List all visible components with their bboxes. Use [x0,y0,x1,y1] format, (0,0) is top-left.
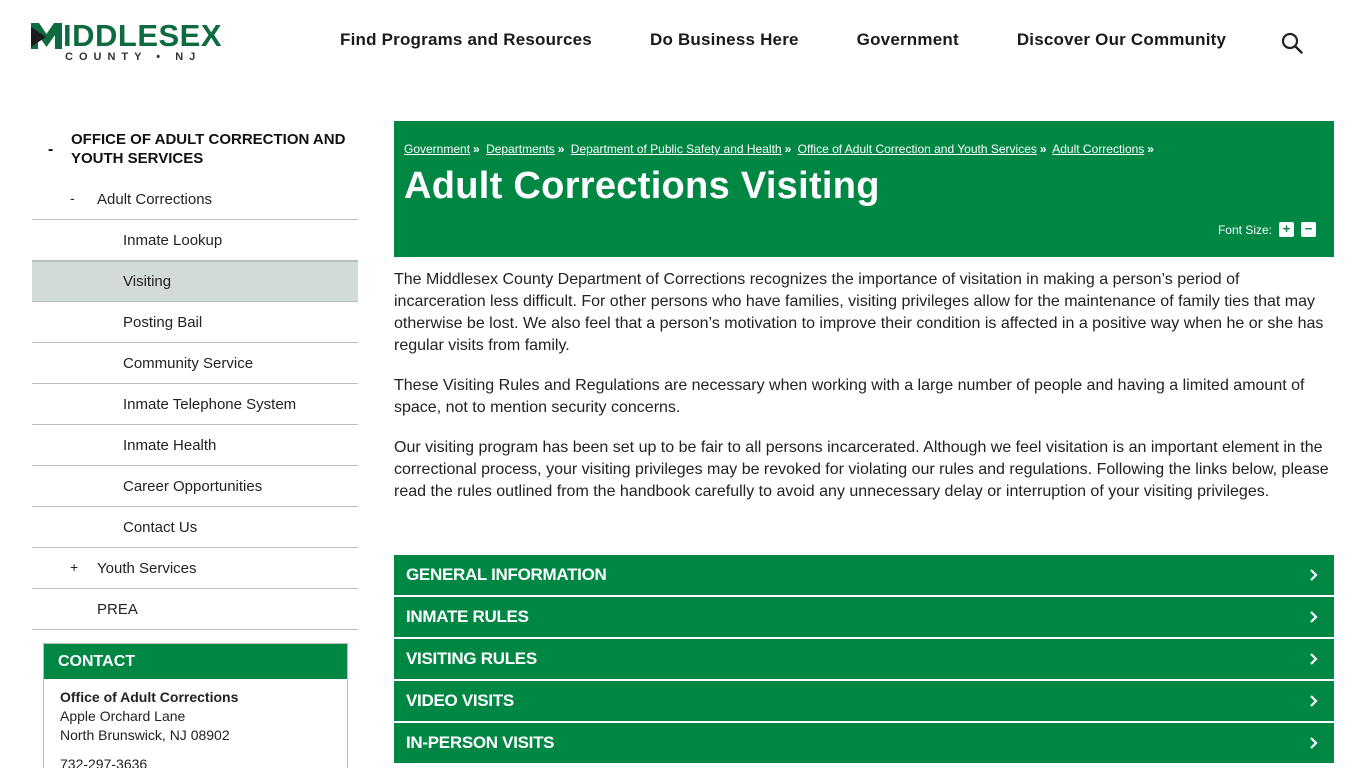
main-nav [340,30,1284,50]
nav-discover-community[interactable]: Discover Our Community [1016,30,1227,49]
logo-wordmark: IDDLESEX [63,18,223,53]
logo-subtitle: COUNTY • NJ [65,51,202,63]
breadcrumb-separator: » [784,142,792,156]
contact-street: Apple Orchard Lane [60,708,186,724]
page-title: Adult Corrections Visiting [404,165,880,207]
nav-government[interactable]: Government [856,30,959,49]
sidebar-item-adult-corrections[interactable] [32,179,358,220]
sidebar-item-contact-us[interactable] [32,507,358,548]
page-banner [394,121,1334,257]
sidebar-item-label: PREA [97,600,138,618]
accordion-general-information[interactable] [394,555,1334,595]
sidebar-item-inmate-lookup[interactable] [32,220,358,261]
expand-toggle-icon[interactable]: + [70,559,79,575]
sidebar-nav [32,121,358,630]
contact-phone[interactable]: 732-297-3636 [60,756,148,768]
sidebar-item-youth-services[interactable] [32,548,358,589]
rules-paragraph: These Visiting Rules and Regulations are necessary when working with a large number of people and having a limited amount of space, not to mention security concerns. [394,377,1305,416]
accordion-label: IN-PERSON VISITS [406,733,555,752]
contact-box [43,643,348,768]
chevron-right-icon [1309,611,1318,623]
sidebar-item-career-opportunities[interactable] [32,466,358,507]
collapse-toggle-icon[interactable]: - [48,141,54,158]
sidebar-item-label: Contact Us [123,518,198,536]
breadcrumb-separator: » [1039,142,1047,156]
sidebar-item-inmate-health[interactable] [32,425,358,466]
site-logo[interactable] [31,20,236,66]
sidebar-item-label: Youth Services [97,559,197,577]
sidebar-item-label: Career Opportunities [123,477,263,495]
font-size-label: Font Size: [1217,222,1272,237]
contact-office: Office of Adult Corrections [60,689,239,705]
breadcrumb [404,142,1157,156]
visiting-accordion [394,555,1334,765]
breadcrumb-office-adult-correction[interactable]: Office of Adult Correction and Youth Services [797,142,1037,156]
program-paragraph: Our visiting program has been set up to be fair to all persons incarcerated. Although we feel visitation is an important element in the correctional process, your visiting privileges may be revoked for violating our rules and regulations. Following the links below, please read the rules outlined from the handbook carefully to avoid any unnecessary delay or interruption of your visiting privileges. [394,439,1329,500]
breadcrumb-public-safety[interactable]: Department of Public Safety and Health [570,142,782,156]
sidebar-item-label: Inmate Lookup [123,231,223,249]
intro-paragraph: The Middlesex County Department of Corrections recognizes the importance of visitation in making a person’s period of incarceration less difficult. For other persons who have families, visiting privileges allow for the maintenance of family ties that may otherwise be lost. We also feel that a person’s motivation to improve their condition is affected in a positive way when he or she has regular visits from family. [394,271,1324,354]
accordion-in-person-visits[interactable] [394,723,1334,763]
breadcrumb-separator: » [557,142,565,156]
chevron-right-icon [1309,737,1318,749]
nav-do-business[interactable]: Do Business Here [649,30,799,49]
contact-city: North Brunswick, NJ 08902 [60,727,230,743]
site-header [0,0,1366,90]
collapse-toggle-icon[interactable]: - [70,190,75,206]
logo-m-mark-icon [31,23,62,49]
chevron-right-icon [1309,653,1318,665]
sidebar-item-label: Inmate Telephone System [123,395,297,413]
nav-find-programs[interactable]: Find Programs and Resources [340,30,592,49]
accordion-visiting-rules[interactable] [394,639,1334,679]
font-decrease-button[interactable]: − [1301,222,1316,237]
accordion-label: VISITING RULES [406,649,537,668]
accordion-inmate-rules[interactable] [394,597,1334,637]
breadcrumb-separator: » [1147,142,1154,156]
accordion-label: VIDEO VISITS [406,691,514,710]
sidebar-section-title[interactable] [32,121,358,179]
sidebar-item-label: Inmate Health [123,436,217,454]
main-content [394,269,1334,521]
sidebar-section-label: OFFICE OF ADULT CORRECTION AND YOUTH SERVICES [71,131,346,167]
sidebar-item-prea[interactable] [32,589,358,630]
search-icon[interactable] [1281,32,1303,54]
font-increase-button[interactable]: + [1279,222,1294,237]
font-size-control [1218,222,1316,237]
chevron-right-icon [1309,569,1318,581]
sidebar-item-label: Visiting [123,273,172,290]
breadcrumb-government[interactable]: Government [404,142,471,156]
contact-heading: CONTACT [44,644,347,679]
accordion-label: INMATE RULES [406,607,529,626]
breadcrumb-adult-corrections[interactable]: Adult Corrections [1052,142,1145,156]
sidebar-item-visiting[interactable] [32,261,358,302]
breadcrumb-separator: » [473,142,480,156]
accordion-label: GENERAL INFORMATION [406,565,607,584]
sidebar-item-label: Posting Bail [123,313,203,331]
chevron-right-icon [1309,695,1318,707]
sidebar-item-community-service[interactable] [32,343,358,384]
breadcrumb-departments[interactable]: Departments [486,142,555,156]
accordion-video-visits[interactable] [394,681,1334,721]
sidebar-item-label: Community Service [123,354,254,372]
sidebar-item-posting-bail[interactable] [32,302,358,343]
contact-body [44,679,347,768]
sidebar-item-label: Adult Corrections [97,190,213,208]
sidebar-item-inmate-telephone[interactable] [32,384,358,425]
